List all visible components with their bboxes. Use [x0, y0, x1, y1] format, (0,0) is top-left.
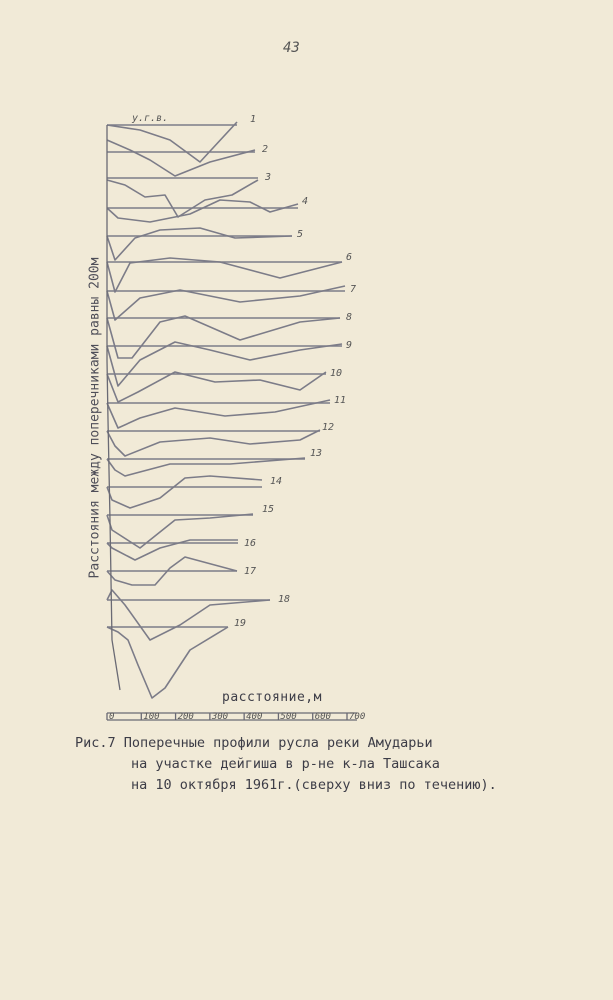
profile-curve-14: [107, 476, 262, 508]
profile-label-18: 18: [278, 594, 291, 605]
profile-curve-8: [107, 316, 340, 358]
profile-curve-9: [107, 342, 342, 386]
profile-curve-4: [107, 200, 298, 222]
profile-curve-5: [107, 228, 292, 260]
profile-label-15: 15: [262, 504, 275, 515]
profile-curve-12: [107, 430, 320, 456]
profile-curve-19: [107, 627, 228, 698]
x-tick-label-200: 200: [177, 712, 194, 722]
x-axis-title: расстояние,м: [222, 690, 322, 705]
profile-label-6: 6: [346, 252, 353, 263]
profile-label-4: 4: [302, 196, 309, 207]
profile-label-14: 14: [270, 476, 283, 487]
profile-label-8: 8: [346, 312, 353, 323]
profile-label-10: 10: [330, 368, 343, 379]
profile-curve-2: [107, 140, 255, 176]
y-axis-label: Расстояния между поперечниками равны 200м: [87, 257, 103, 579]
profile-label-11: 11: [334, 395, 347, 406]
water-level-label: у.г.в.: [132, 113, 169, 124]
profile-curve-10: [107, 372, 326, 402]
profile-curve-13: [107, 458, 305, 476]
caption-line-1: Рис.7 Поперечные профили русла реки Амударьи: [75, 735, 433, 751]
profile-label-19: 19: [234, 618, 247, 629]
figure-caption: [75, 733, 497, 796]
x-tick-label-600: 600: [314, 712, 331, 722]
x-tick-label-500: 500: [280, 712, 297, 722]
profile-label-16: 16: [244, 538, 257, 549]
profile-curve-6: [107, 258, 342, 292]
profile-label-9: 9: [346, 340, 353, 351]
x-tick-label-700: 700: [349, 712, 366, 722]
x-tick-label-400: 400: [246, 712, 263, 722]
profile-curve-1: [107, 122, 237, 162]
x-tick-label-100: 100: [143, 712, 160, 722]
profile-label-12: 12: [322, 422, 335, 433]
profile-label-13: 13: [310, 448, 323, 459]
caption-line-2: на участке дейгиша в р-не к-ла Ташсака: [131, 756, 440, 772]
profile-curve-18: [107, 590, 270, 640]
x-tick-label-300: 300: [211, 712, 229, 722]
page-number: 43: [283, 40, 300, 56]
profile-label-1: 1: [250, 114, 257, 125]
caption-line-3: на 10 октября 1961г.(сверху вниз по течению).: [131, 777, 497, 793]
profile-label-2: 2: [262, 144, 269, 155]
profile-curve-11: [107, 400, 330, 428]
x-tick-label-0: 0: [109, 712, 115, 722]
profile-curve-3: [107, 180, 258, 217]
profile-label-17: 17: [244, 566, 257, 577]
profile-label-7: 7: [350, 284, 357, 295]
profile-label-3: 3: [265, 172, 272, 183]
profile-label-5: 5: [297, 229, 304, 240]
